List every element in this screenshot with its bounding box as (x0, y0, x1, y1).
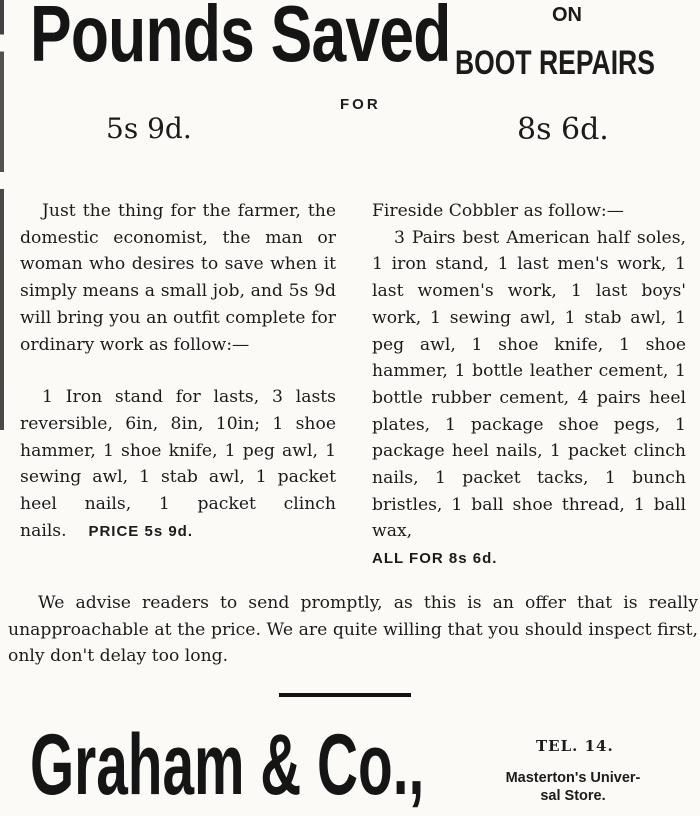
left-border-rule (0, 0, 4, 430)
closing-paragraph (8, 590, 698, 670)
right-price: ALL FOR 8s 6d. (372, 550, 498, 568)
left-column (20, 198, 336, 545)
left-items-text: 1 Iron stand for lasts, 3 lasts reversible, 6in, 8in, 10in; 1 shoe hammer, 1 shoe knife, 1 peg awl, 1 sewing awl, 1 stab awl, 1 packet heel nails, 1 packet clinch nails. (20, 387, 336, 541)
store-tagline (453, 769, 693, 805)
telephone: TEL. 14. (536, 737, 614, 755)
price-left: 5s 9d. (106, 112, 192, 145)
headline-on: ON (552, 4, 582, 26)
left-items (20, 384, 336, 545)
subtitle-boot-repairs: BOOT REPAIRS (455, 44, 655, 82)
right-column (372, 198, 686, 573)
right-items: 3 Pairs best American half soles, 1 iron stand, 1 last men's work, 1 last women's work, 1 last boys' work, 1 sewing awl, 1 stab awl, 1 peg awl, 1 shoe knife, 1 shoe hammer, 1 bottle leather cement, 1 bottle rubber cement, 4 pairs heel plates, 1 package shoe pegs, 1 package heel nails, 1 packet clinch nails, 1 packet tacks, 1 bunch bristles, 1 ball shoe thread, 1 ball wax, (372, 227, 686, 542)
store-line-2: sal Store. (540, 788, 606, 804)
store-line-1: Masterton's Univer- (505, 770, 641, 786)
right-intro: Fireside Cobbler as follow:— (372, 201, 624, 221)
headline: Pounds Saved (30, 0, 451, 78)
left-intro: Just the thing for the farmer, the domestic economist, the man or woman who desires to save when it simply means a small job, and 5s 9d will bring you an outfit complete for ordinary work as follow:— (20, 201, 336, 355)
price-right: 8s 6d. (517, 112, 609, 147)
for-label: FOR (340, 96, 381, 113)
left-price: PRICE 5s 9d. (88, 522, 194, 540)
closing-text: We advise readers to send promptly, as this is an offer that is really unapproachable at the price. We are quite willing that you should inspect first, only don't delay too long. (8, 593, 698, 666)
company-name: Graham & Co., (30, 717, 425, 813)
divider-rule (279, 693, 411, 697)
